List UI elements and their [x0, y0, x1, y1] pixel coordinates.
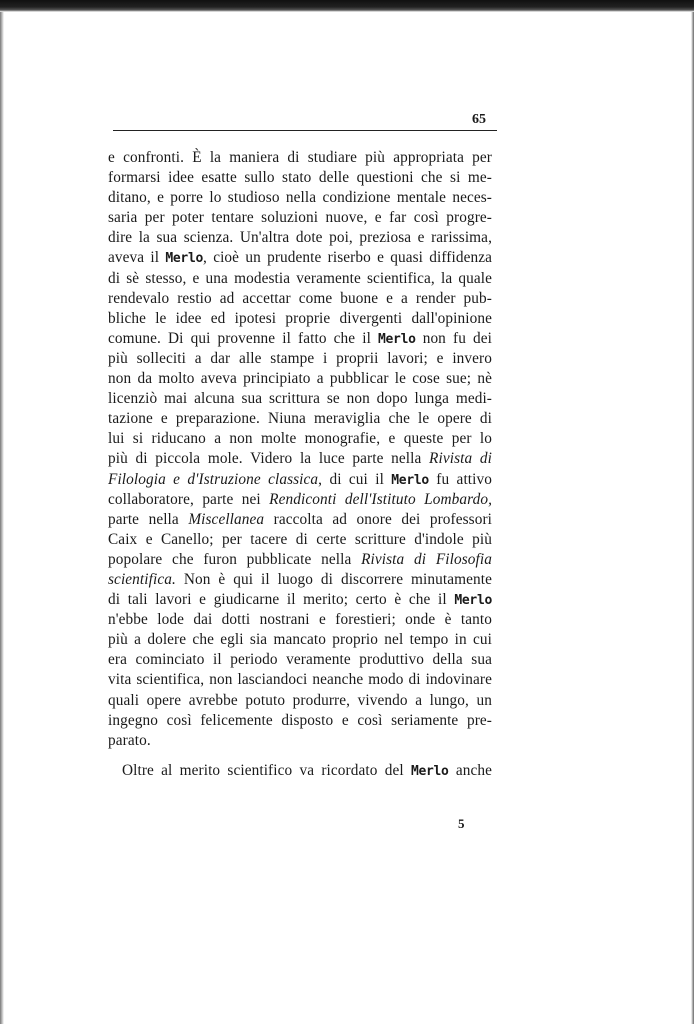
text-segment: Oltre al merito scientifico va ricordato del: [122, 761, 411, 779]
text-line: [108, 329, 492, 349]
text-line: formarsi idee esatte sullo stato delle questioni che si me-: [108, 169, 492, 187]
text-line: ditano, e porre lo studioso nella condizione mentale neces-: [108, 189, 492, 207]
text-segment: , di cui il: [318, 470, 392, 488]
text-line: tazione e preparazione. Niuna meraviglia che le opere di: [108, 410, 492, 428]
name-merlo: Merlo: [377, 331, 416, 347]
text-segment: non fu dei: [415, 329, 492, 347]
header-rule: [113, 130, 497, 131]
text-line: [108, 490, 492, 510]
scan-left-edge: [0, 12, 4, 1024]
text-line: parato.: [108, 731, 151, 749]
italic-title: Rendiconti dell'Istituto Lombardo,: [269, 490, 492, 508]
name-merlo: Merlo: [165, 251, 204, 267]
paragraph-gap: [108, 751, 492, 761]
page-number: 65: [472, 112, 486, 127]
body-text: [108, 148, 492, 781]
scan-top-edge: [0, 0, 694, 12]
signature-mark: 5: [458, 816, 465, 831]
text-line: di sè stesso, e una modestia veramente scientifica, la quale: [108, 269, 492, 287]
text-segment: più di piccola mole. Videro la luce parte nella: [108, 450, 430, 468]
text-line: quali opere avrebbe potuto produrre, vivendo a lungo, un: [108, 691, 492, 709]
italic-title: Filologia e d'Istruzione classica: [108, 470, 319, 488]
text-line: n'ebbe lode dai dotti nostrani e forestieri; onde è tanto: [108, 611, 492, 629]
italic-title: Rivista di: [429, 450, 492, 468]
text-line: bliche le idee ed ipotesi proprie divergenti dall'opinione: [108, 309, 492, 327]
text-line: era cominciato il periodo veramente produttivo della sua: [108, 651, 492, 669]
name-merlo: Merlo: [410, 763, 449, 779]
text-line: rendevalo restio ad accettar come buone e a render pub-: [108, 289, 492, 307]
text-segment: raccolta ad onore dei professori: [264, 510, 492, 528]
text-line: [108, 470, 492, 490]
text-line: più a dolere che egli sia mancato proprio nel tempo in cui: [108, 631, 492, 649]
text-line: lui si riducano a non molte monografie, e queste per lo: [108, 430, 492, 448]
text-segment: popolare che furon pubblicate nella: [108, 550, 362, 568]
text-line: non da molto aveva principiato a pubblicar le cose sue; nè: [108, 370, 492, 388]
text-line: saria per poter tentare soluzioni nuove, e far così progre-: [108, 209, 492, 227]
text-segment: collaboratore, parte nei: [108, 490, 270, 508]
text-line: e confronti. È la maniera di studiare più appropriata per: [108, 149, 492, 166]
text-segment: di tali lavori e giudicarne il merito; certo è che il: [108, 591, 455, 609]
text-line: [108, 570, 492, 590]
name-merlo: Merlo: [391, 472, 429, 488]
name-merlo: Merlo: [454, 593, 492, 609]
italic-title: scientifica.: [108, 570, 176, 588]
text-line: licenziò mai alcuna sua scrittura se non dopo lunga medi-: [108, 390, 492, 408]
text-segment: Non è qui il luogo di discorrere minutamente: [175, 570, 492, 588]
text-line: [108, 550, 492, 570]
text-line: Caix e Canello; per tacere di certe scritture d'indole più: [108, 530, 492, 548]
text-line: dire la sua scienza. Un'altra dote poi, preziosa e rarissima,: [108, 229, 492, 247]
text-segment: fu attivo: [428, 470, 492, 488]
text-line: vita scientifica, non lasciandoci neanche modo di indovinare: [108, 671, 492, 689]
italic-title: Rivista di Filosofia: [361, 550, 492, 568]
text-segment: , cioè un prudente riserbo e quasi diffidenza: [203, 249, 492, 267]
text-line: [108, 510, 492, 530]
text-line: [108, 449, 492, 469]
text-segment: aveva il: [108, 249, 166, 267]
text-segment: anche: [448, 761, 492, 779]
text-line: ingegno così felicemente disposto e così seriamente pre-: [108, 711, 492, 729]
text-line: [108, 590, 492, 610]
text-segment: comune. Di qui provenne il fatto che il: [108, 329, 378, 347]
text-segment: parte nella: [108, 510, 189, 528]
text-line: più solleciti a dar alle stampe i proprii lavori; e invero: [108, 349, 492, 367]
text-line: [108, 761, 492, 781]
text-line: [108, 248, 492, 268]
italic-title: Miscellanea: [188, 510, 265, 528]
